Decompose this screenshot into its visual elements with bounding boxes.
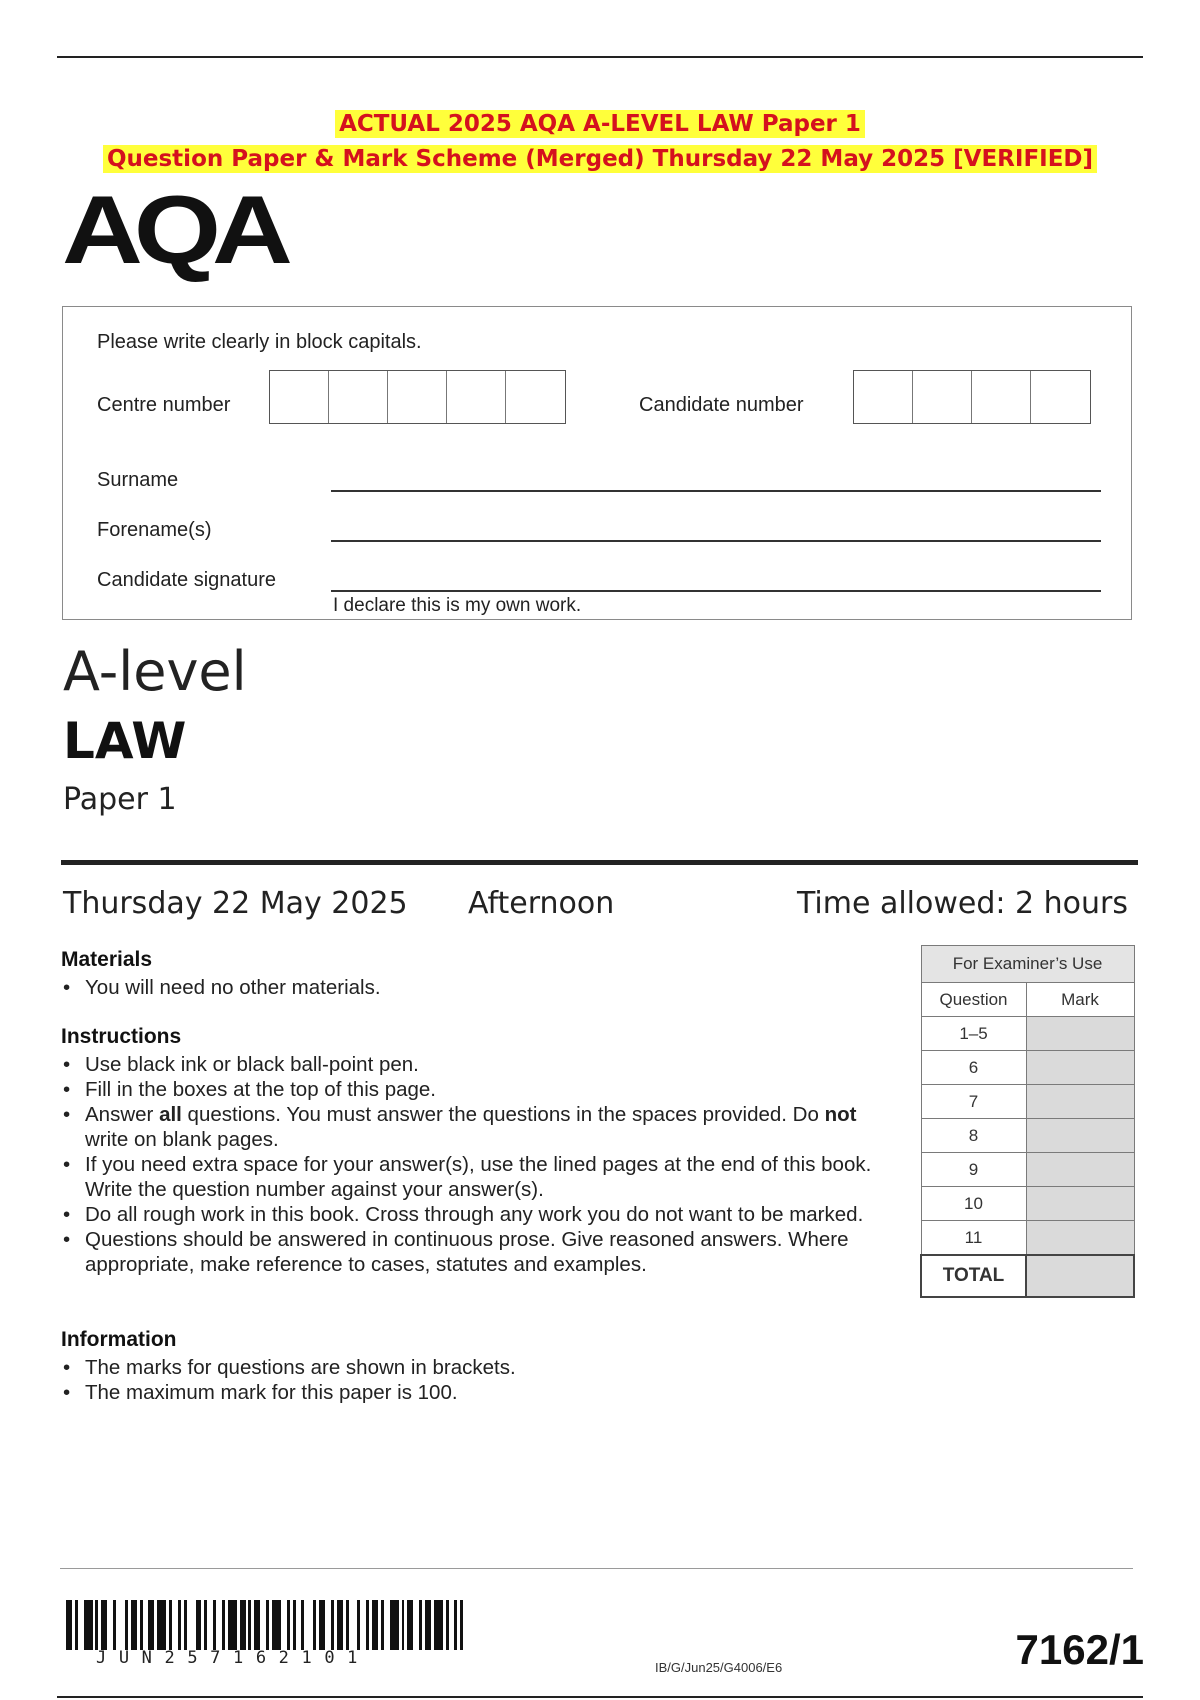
barcode-bar bbox=[304, 1600, 313, 1650]
centre-digit-box[interactable] bbox=[388, 371, 447, 423]
instructions-list bbox=[61, 1052, 891, 1277]
materials-heading: Materials bbox=[61, 948, 153, 971]
mark-cell[interactable] bbox=[1026, 1017, 1134, 1051]
banner-title: ACTUAL 2025 AQA A-LEVEL LAW Paper 1 bbox=[335, 110, 865, 138]
bottom-rule bbox=[57, 1696, 1143, 1698]
barcode-bar bbox=[272, 1600, 281, 1650]
centre-digit-box[interactable] bbox=[506, 371, 565, 423]
aqa-logo: AQA bbox=[62, 175, 284, 284]
materials-list bbox=[61, 975, 881, 1000]
list-item: • Do all rough work in this book. Cross through any work you do not want to be marked. bbox=[61, 1202, 891, 1227]
table-row bbox=[921, 1187, 1134, 1221]
paper-code: 7162/1 bbox=[1015, 1626, 1144, 1673]
top-rule bbox=[57, 56, 1143, 58]
information-heading: Information bbox=[61, 1328, 177, 1351]
instructions-heading: Instructions bbox=[61, 1025, 182, 1048]
barcode-bar bbox=[157, 1600, 166, 1650]
candidate-number-label: Candidate number bbox=[639, 394, 804, 416]
surname-label: Surname bbox=[97, 469, 179, 491]
qualification-level: A-level bbox=[63, 640, 247, 703]
text-run: questions. You must answer the questions in the spaces provided. Do bbox=[181, 1103, 825, 1126]
text-run-bold: all bbox=[159, 1103, 182, 1126]
centre-number-label: Centre number bbox=[97, 394, 231, 416]
table-row bbox=[921, 1051, 1134, 1085]
list-item: • Use black ink or black ball-point pen. bbox=[61, 1052, 891, 1077]
centre-digit-box[interactable] bbox=[329, 371, 388, 423]
table-row bbox=[921, 1255, 1134, 1297]
list-item: • The maximum mark for this paper is 100. bbox=[61, 1380, 881, 1405]
surname-field[interactable] bbox=[331, 490, 1101, 492]
question-number: 1–5 bbox=[921, 1017, 1026, 1051]
table-row bbox=[921, 1119, 1134, 1153]
candidate-details-box bbox=[62, 306, 1132, 620]
text-run: Answer bbox=[85, 1103, 160, 1126]
paper-number: Paper 1 bbox=[63, 782, 177, 817]
barcode-bar bbox=[434, 1600, 443, 1650]
examiner-use-table bbox=[920, 945, 1135, 1298]
time-allowed: Time allowed: 2 hours bbox=[796, 886, 1128, 921]
banner-line-1 bbox=[0, 111, 1200, 137]
barcode-bar bbox=[390, 1600, 399, 1650]
footer-rule bbox=[60, 1568, 1133, 1569]
table-row bbox=[921, 946, 1134, 983]
total-mark-cell[interactable] bbox=[1026, 1255, 1134, 1297]
question-number: 6 bbox=[921, 1051, 1026, 1085]
mark-cell[interactable] bbox=[1026, 1051, 1134, 1085]
mark-cell[interactable] bbox=[1026, 1119, 1134, 1153]
candidate-number-boxes[interactable] bbox=[853, 370, 1091, 424]
subject-title: LAW bbox=[63, 712, 187, 770]
table-row bbox=[921, 1017, 1134, 1051]
table-row bbox=[921, 1085, 1134, 1119]
exam-session: Afternoon bbox=[468, 886, 615, 921]
table-row bbox=[921, 1221, 1134, 1256]
signature-field[interactable] bbox=[331, 590, 1101, 592]
barcode bbox=[66, 1600, 470, 1650]
question-number: 9 bbox=[921, 1153, 1026, 1187]
table-row bbox=[921, 1153, 1134, 1187]
list-item: • The marks for questions are shown in brackets. bbox=[61, 1355, 881, 1380]
mark-cell[interactable] bbox=[1026, 1221, 1134, 1256]
banner-subtitle: Question Paper & Mark Scheme (Merged) Thursday 22 May 2025 [VERIFIED] bbox=[103, 145, 1097, 173]
barcode-bar bbox=[187, 1600, 196, 1650]
banner-line-2 bbox=[0, 146, 1200, 172]
total-label: TOTAL bbox=[921, 1255, 1026, 1297]
list-item: • If you need extra space for your answer(s), use the lined pages at the end of this book. Write the question number against your answer(s). bbox=[61, 1152, 891, 1202]
centre-digit-box[interactable] bbox=[270, 371, 329, 423]
barcode-bar bbox=[349, 1600, 358, 1650]
declaration-text: I declare this is my own work. bbox=[333, 595, 582, 616]
forename-field[interactable] bbox=[331, 540, 1101, 542]
barcode-bar bbox=[228, 1600, 237, 1650]
centre-number-boxes[interactable] bbox=[269, 370, 566, 424]
table-title: For Examiner’s Use bbox=[921, 946, 1134, 983]
table-row bbox=[921, 983, 1134, 1017]
text-run-bold: not bbox=[824, 1103, 857, 1126]
list-item: • You will need no other materials. bbox=[61, 975, 881, 1000]
question-number: 7 bbox=[921, 1085, 1026, 1119]
candidate-digit-box[interactable] bbox=[913, 371, 972, 423]
forename-label: Forename(s) bbox=[97, 519, 212, 541]
text-run: write on blank pages. bbox=[85, 1128, 279, 1151]
barcode-bar bbox=[84, 1600, 93, 1650]
list-item: • Questions should be answered in continuous prose. Give reasoned answers. Where appropriate, make reference to cases, statutes and examples. bbox=[61, 1227, 891, 1277]
candidate-digit-box[interactable] bbox=[854, 371, 913, 423]
candidate-digit-box[interactable] bbox=[972, 371, 1031, 423]
candidate-digit-box[interactable] bbox=[1031, 371, 1090, 423]
signature-label: Candidate signature bbox=[97, 569, 277, 591]
block-capitals-instruction: Please write clearly in block capitals. bbox=[97, 331, 422, 353]
question-number: 8 bbox=[921, 1119, 1026, 1153]
mark-cell[interactable] bbox=[1026, 1085, 1134, 1119]
mark-column-header: Mark bbox=[1026, 983, 1134, 1017]
list-item: • Fill in the boxes at the top of this page. bbox=[61, 1077, 891, 1102]
barcode-text: JUN257162101 bbox=[96, 1648, 371, 1668]
paper-reference: IB/G/Jun25/G4006/E6 bbox=[655, 1660, 783, 1675]
mark-cell[interactable] bbox=[1026, 1153, 1134, 1187]
thick-rule bbox=[61, 860, 1138, 865]
information-list bbox=[61, 1355, 881, 1405]
question-number: 11 bbox=[921, 1221, 1026, 1256]
question-number: 10 bbox=[921, 1187, 1026, 1221]
question-column-header: Question bbox=[921, 983, 1026, 1017]
barcode-bar bbox=[116, 1600, 125, 1650]
barcode-bar bbox=[463, 1600, 469, 1650]
mark-cell[interactable] bbox=[1026, 1187, 1134, 1221]
list-item bbox=[61, 1102, 891, 1152]
exam-date: Thursday 22 May 2025 bbox=[63, 886, 408, 921]
centre-digit-box[interactable] bbox=[447, 371, 506, 423]
